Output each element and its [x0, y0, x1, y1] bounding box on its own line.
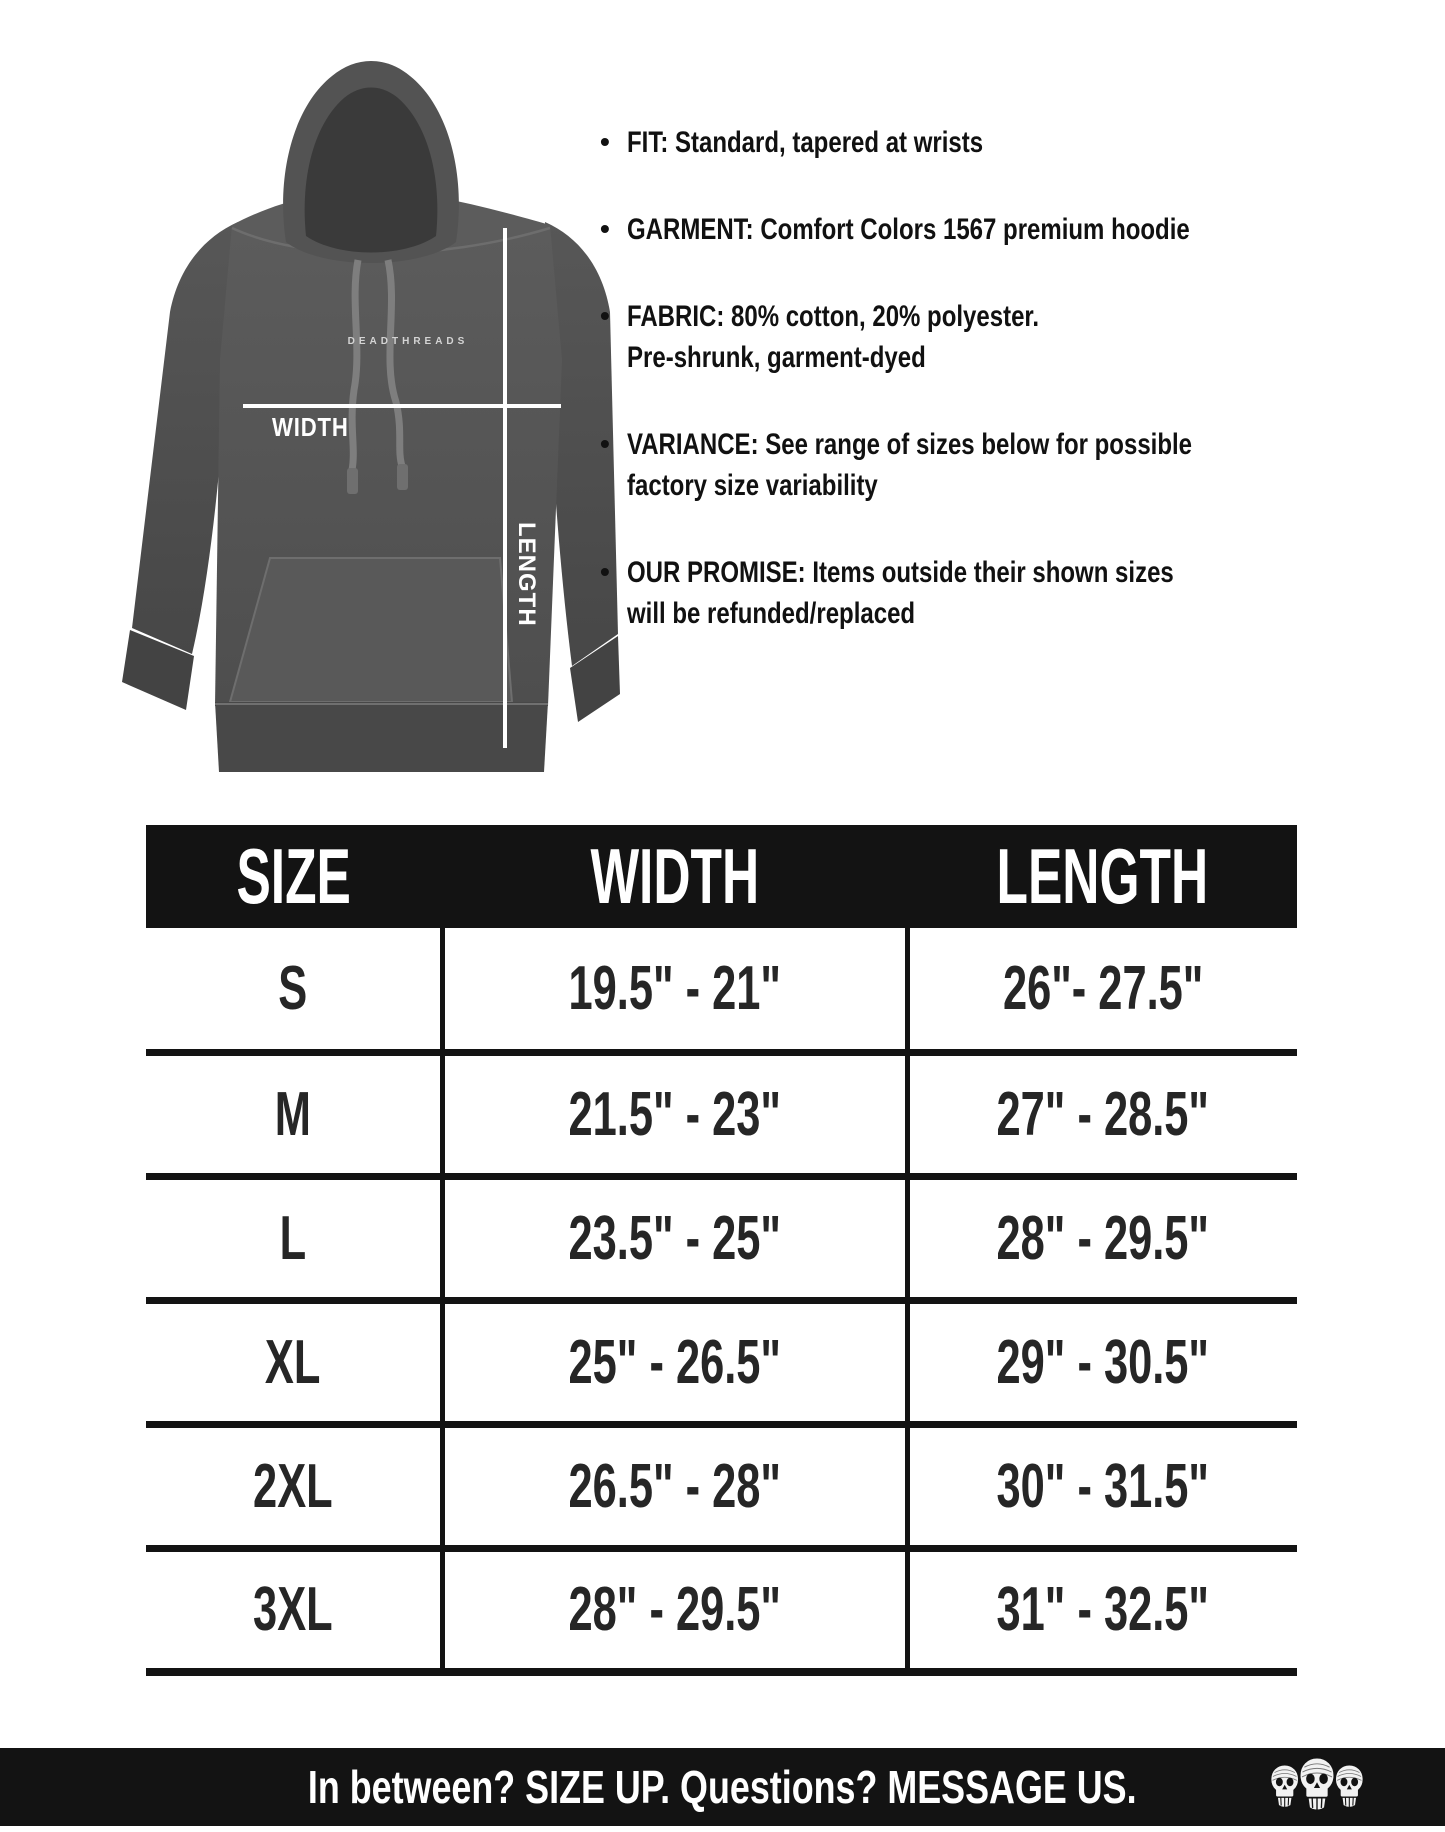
brand-chest-text: DEADTHREADS	[347, 336, 469, 347]
detail-line: FABRIC: 80% cotton, 20% polyester.	[627, 300, 1040, 333]
left-skull	[1271, 1765, 1299, 1808]
width-cell: 19.5" - 21"	[442, 928, 907, 1052]
table-header-size: SIZE	[146, 825, 442, 928]
length-label: LENGTH	[513, 522, 540, 627]
width-cell: 28" - 29.5"	[442, 1548, 907, 1672]
table-row	[146, 928, 1297, 1052]
footer-bar	[0, 1748, 1445, 1826]
detail-item-fabric	[600, 296, 1200, 378]
detail-line: will be refunded/replaced	[627, 597, 916, 630]
table-row	[146, 1548, 1297, 1672]
length-measure-line	[503, 228, 507, 748]
table-header-length: LENGTH	[907, 825, 1297, 928]
table-row	[146, 1052, 1297, 1176]
hoodie-hem	[215, 702, 548, 772]
detail-item-promise	[600, 552, 1200, 634]
bullet-dot: •	[600, 213, 610, 244]
details-list	[600, 122, 1200, 680]
bullet-dot: •	[600, 126, 610, 157]
size-cell: L	[146, 1176, 442, 1300]
length-cell: 26"- 27.5"	[907, 928, 1297, 1052]
size-table	[146, 825, 1297, 1676]
detail-line: VARIANCE: See range of sizes below for possible	[627, 428, 1193, 461]
table-header-row	[146, 825, 1297, 928]
length-cell: 28" - 29.5"	[907, 1176, 1297, 1300]
detail-line: factory size variability	[627, 469, 878, 502]
length-cell: 31" - 32.5"	[907, 1548, 1297, 1672]
width-measure-line	[243, 404, 561, 408]
drawstring-left-aglet	[347, 468, 358, 494]
width-label: WIDTH	[272, 412, 349, 442]
detail-item-garment	[600, 209, 1200, 250]
detail-line: FIT: Standard, tapered at wrists	[627, 126, 984, 159]
length-cell: 29" - 30.5"	[907, 1300, 1297, 1424]
drawstring-right-aglet	[397, 464, 408, 490]
size-cell: S	[278, 953, 308, 1023]
size-cell: XL	[146, 1300, 442, 1424]
size-cell: M	[146, 1052, 442, 1176]
detail-line: OUR PROMISE: Items outside their shown sizes	[627, 556, 1174, 589]
bullet-dot: •	[600, 300, 610, 331]
hoodie-pocket	[230, 558, 512, 702]
footer-message: In between? SIZE UP. Questions? MESSAGE US.	[308, 1761, 1137, 1813]
table-row	[146, 1176, 1297, 1300]
table-row	[146, 1424, 1297, 1548]
center-skull	[1300, 1758, 1335, 1811]
skulls-logo-icon	[1269, 1754, 1365, 1820]
detail-item-fit	[600, 122, 1200, 163]
detail-line: GARMENT: Comfort Colors 1567 premium hoodie	[627, 213, 1190, 246]
detail-item-variance	[600, 424, 1200, 506]
width-cell: 25" - 26.5"	[442, 1300, 907, 1424]
table-header-width: WIDTH	[442, 825, 907, 928]
length-cell: 30" - 31.5"	[907, 1424, 1297, 1548]
right-skull	[1335, 1765, 1363, 1808]
bullet-dot: •	[600, 428, 610, 459]
bullet-dot: •	[600, 556, 610, 587]
length-cell: 27" - 28.5"	[907, 1052, 1297, 1176]
width-cell: 26.5" - 28"	[442, 1424, 907, 1548]
width-cell: 23.5" - 25"	[442, 1176, 907, 1300]
width-cell: 21.5" - 23"	[442, 1052, 907, 1176]
table-row	[146, 1300, 1297, 1424]
size-cell: 3XL	[146, 1548, 442, 1672]
size-cell: 2XL	[146, 1424, 442, 1548]
detail-line: Pre-shrunk, garment-dyed	[627, 341, 926, 374]
